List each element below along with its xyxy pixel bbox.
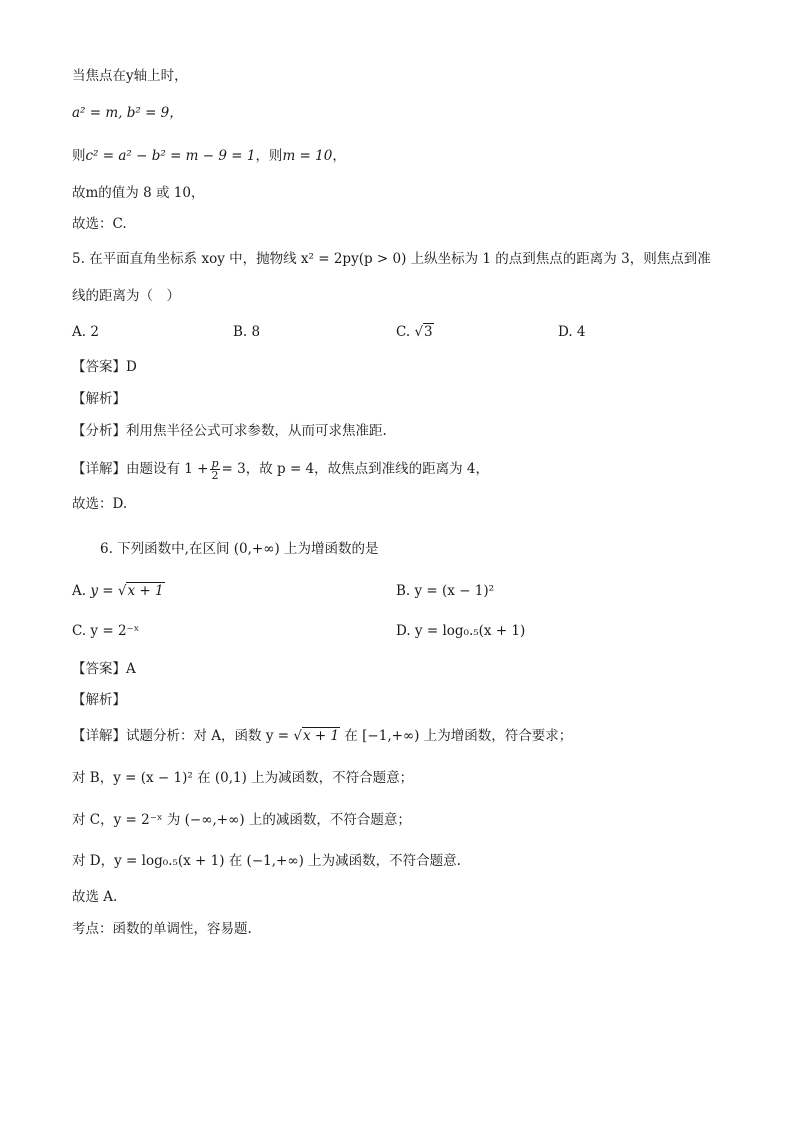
q6-option-c: C. y = 2⁻ˣ [72, 623, 140, 639]
jiexi-tag: 【解析】 [72, 692, 126, 708]
xiangjie-text: 在 [−1,+∞) 上为增函数，符合要求； [340, 728, 573, 744]
xiangjie-line [72, 726, 572, 746]
equation-line [72, 146, 346, 166]
q6-option-b: B. y = (x − 1)² [396, 583, 495, 599]
jiexi-tag: 【解析】 [72, 391, 126, 407]
option-a: A. 2 [72, 324, 99, 340]
xiangjie-tag: 【详解】 [72, 728, 126, 744]
q6-option-a [72, 581, 165, 601]
analysis-line-c: 对 C，y = 2⁻ˣ 为 (−∞,+∞) 上的减函数，不符合题意； [72, 812, 411, 828]
fenxi-line [72, 421, 387, 441]
equation-line: a² = m, b² = 9， [72, 105, 183, 121]
answer-line [72, 357, 137, 377]
xiangjie-tag: 【详解】 [72, 461, 126, 477]
analysis-line-d: 对 D，y = log₀.₅(x + 1) 在 (−1,+∞) 上为减函数，不符合题意. [72, 853, 461, 869]
option-d: D. 4 [558, 324, 586, 340]
fenxi-text: 利用焦半径公式可求参数，从而可求焦准距. [126, 423, 387, 439]
analysis-line-b: 对 B，y = (x − 1)² 在 (0,1) 上为减函数，不符合题意； [72, 770, 414, 786]
text-span: 则 [72, 148, 86, 164]
option-label: A. [72, 583, 87, 599]
question-6-stem: 6. 下列函数中,在区间 (0,+∞) 上为增函数的是 [100, 541, 379, 557]
fraction [210, 458, 219, 481]
option-label: C. [396, 324, 411, 340]
fraction-numerator: p [211, 457, 219, 470]
sqrt-radicand: x + 1 [302, 728, 340, 744]
fraction-denominator: 2 [211, 469, 219, 482]
sqrt-radicand: 3 [424, 324, 433, 340]
sqrt-symbol: √ [293, 728, 302, 744]
question-5-stem: 5. 在平面直角坐标系 xoy 中，抛物线 x² = 2py(p > 0) 上纵坐标为 1 的点到焦点的距离为 3，则焦点到准 [72, 251, 711, 267]
answer-tag: 【答案】 [72, 359, 126, 375]
select-line: 故选：D. [72, 496, 128, 512]
q6-option-d: D. y = log₀.₅(x + 1) [396, 623, 526, 639]
kaodian-line: 考点：函数的单调性，容易题. [72, 921, 252, 937]
xiangjie-text: 由题设有 1 + [126, 461, 209, 477]
text-span: ，则 [255, 148, 283, 164]
text-line: 当焦点在y轴上时， [72, 68, 188, 84]
answer-tag: 【答案】 [72, 661, 126, 677]
answer-value: A [126, 661, 136, 677]
text-line: 故m的值为 8 或 10， [72, 185, 205, 201]
option-b: B. 8 [233, 324, 261, 340]
math-span: m = 10 [282, 148, 333, 164]
select-line: 故选 A. [72, 889, 118, 905]
sqrt-symbol: √ [414, 324, 424, 340]
option-c [396, 322, 434, 342]
xiangjie-line [72, 456, 489, 482]
text-span: ， [332, 148, 346, 164]
text-line: 故选：C. [72, 216, 127, 232]
answer-line [72, 659, 136, 679]
question-5-stem-cont: 线的距离为（ ） [72, 288, 180, 304]
math-span: y = [90, 583, 118, 599]
xiangjie-text: 试题分析：对 A，函数 y = [126, 728, 294, 744]
fenxi-tag: 【分析】 [72, 423, 126, 439]
answer-value: D [126, 359, 137, 375]
sqrt-symbol: √ [117, 583, 127, 599]
xiangjie-text: = 3，故 p = 4，故焦点到准线的距离为 4， [221, 461, 490, 477]
sqrt-radicand: x + 1 [127, 583, 164, 599]
math-span: c² = a² − b² = m − 9 = 1 [85, 148, 256, 164]
